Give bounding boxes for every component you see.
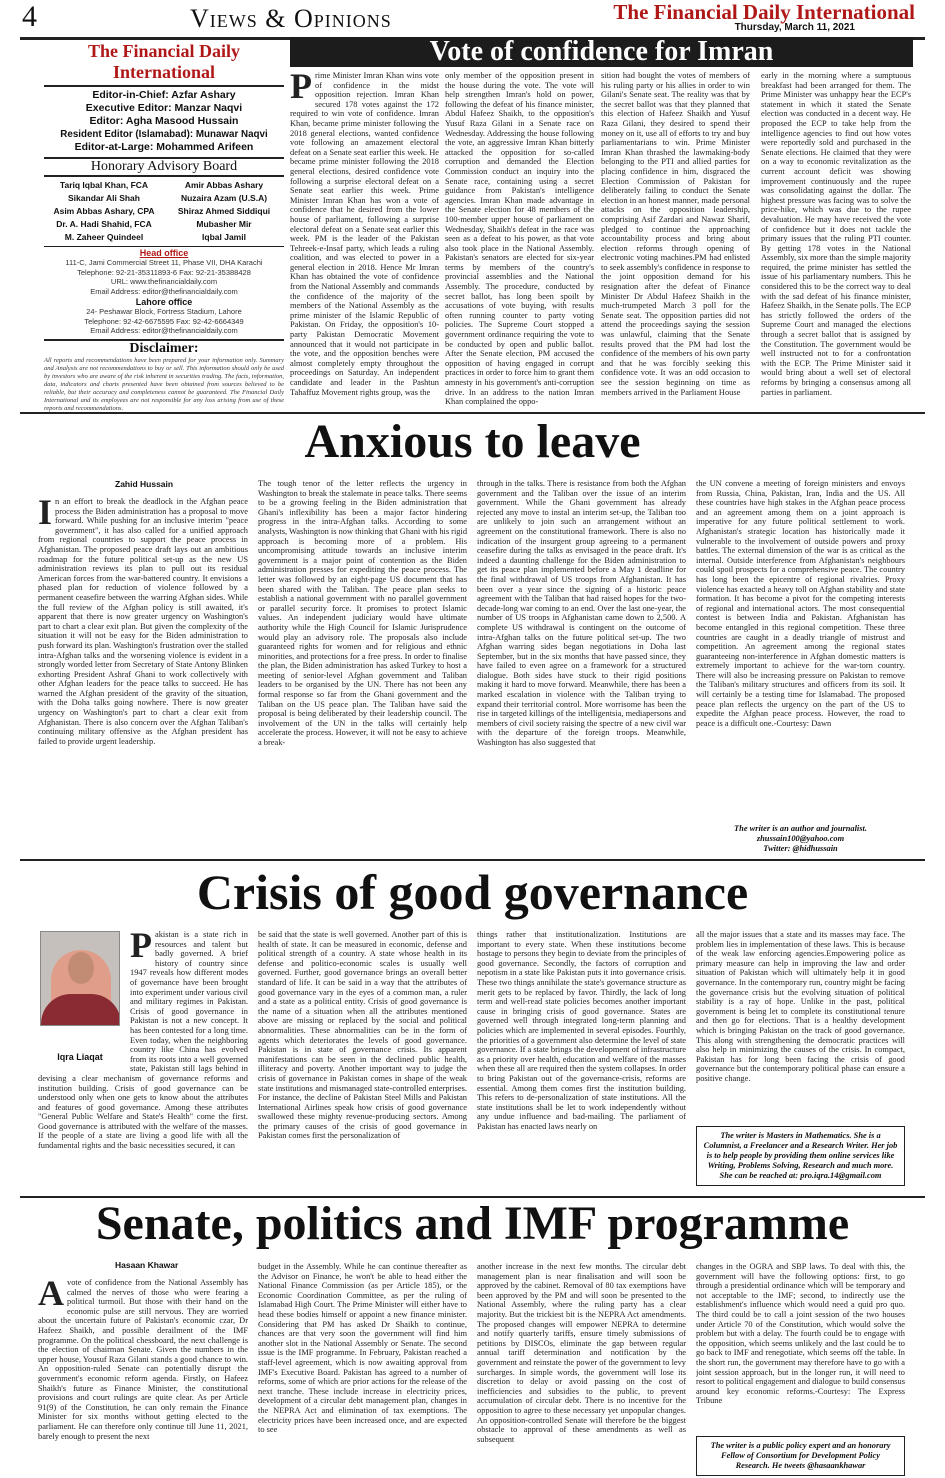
author-byline: Zahid Hussain bbox=[115, 479, 174, 489]
photo-spacer bbox=[38, 930, 130, 1068]
article-column-3: things rather that institutionalization. Institutions are important to every state. When these institutions become hostage to persons they begin to deviate from the principles of good governance. Secondly, the factors of corruption and nepotism in a state like Pakistan puts it into governance crisis. These two things annihilate the state's governance structure as merit gets to be replaced by favor. Thirdly, the lack of long term and well-read state policies becomes another important cause in bringing crisis of good governance. States are governed well through integrated long-term planning and policies which are implemented in several episodes. Fourthly, the priorities of a government also determine the level of state governance. If a state brings the development of infrastructure as a priority over health, education and welfare of the masses when these all are required then the system collapses. In order to bring Pakistan out of the governance-crisis, reforms are essential. Among them comes first the institution building. This refers to de-personalization of state institutions. All the state institutions shall be let to work independently without any undue influence and bad-mailing. The parliament of Pakistan has enacted laws nearly on bbox=[477, 930, 686, 1131]
board-member: Asim Abbas Ashary, CPA bbox=[53, 206, 155, 216]
author-email: zhussain100@yahoo.com bbox=[756, 834, 845, 843]
editor-line: Executive Editor: Manzar Naqvi bbox=[85, 102, 243, 114]
drop-cap: P bbox=[130, 930, 152, 965]
phone-line: Telephone: 92-21-35311893-6 Fax: 92-21-35388428 bbox=[77, 267, 251, 277]
article-column-1 bbox=[38, 497, 248, 853]
masthead-name: The Financial Daily International bbox=[44, 41, 284, 87]
author-twitter: Twitter: @hidhussain bbox=[763, 844, 838, 853]
article-column-2: The tough tenor of the letter reflects the urgency in Washington to break the stalemate in peace talks. There seems to be a growing feeling in the Biden administration that Ghani's inflexibility has been a major factor hindering progress in the intra-Afghan talks. According to some analysts, Washington is now thinking that Ghani with his rigid approach is becoming more of a problem. His uncompromising attitude towards an inclusive interim government is a major point of contention as the Biden administration presses for expediting the peace process. The letter was followed by an eight-page US document that has been shared with the Taliban. The peace plan seeks to establish a national government with no parallel government or parallel security force. It promises to protect Islamic values. An independent judiciary would have ultimate authority while the High Council for Islamic Jurisprudence would play an advisory role. The proposals also include guaranteed rights for women and for religious and ethnic minorities, and protections for a free press. In order to finalise the plan, the Biden administration has asked Turkey to host a meeting of senior-level Afghan government and Taliban leaders to be organised by the UN. There has not been any formal response so far from the Ghani government and the Taliban on the US peace plan. The Taliban have said the proposal is being deliberated by their leadership council. The involvement of the UN in the talks will certainly help accelerate the process. However, it will not be easy to achieve a break- bbox=[258, 479, 467, 748]
article-column-4: all the major issues that a state and its masses may face. The problem lies in implementation of these laws. This is because of the weak law enforcing agencies.Empowering police as primary measure can help in improving the law and order situation of Pakistan which will ultimately help it in good governance. In the contemporary run, country might be facing the governance crisis but the evolving situation of political stability is a ray of hope. Unlike in the past, political government is being let to complete its constitutional tenure and then go for elections. That is a healthy development which is bringing Pakistan on the track of good governance. This along with strengthening the democratic practices will also help in minimizing the causes of the crisis. In compact, Pakistan has for long been facing the crisis of good governance but the contemporary political phase can ensure a positive change. bbox=[696, 930, 905, 1083]
editor-line: Editor: Agha Masood Hussain bbox=[89, 115, 239, 127]
editorial-column-3: sition had bought the votes of members of his ruling party or his allies in order to win Gilani's Senate seat. The reality was that by the secret ballot was that they planned that this election of Hafeez Shaikh and Yusuf Raza Gilani, they desired to spend their money on it, use all of efforts to try and buy parliamentarians to win. Prime Minister Imran Khan thrashed the lawmaking-body belonging to the PTI and allied parties for placing confidence in him, disgraced the Election Commission of Pakistan for deliberately failing to conduct the Senate election in an honest manner, made personal attacks on the opposition leadership, comprising Asif Zardari and Nawaz Sharif, pledged to continue the approaching accountability process and bring about election reforms through opening of electronic voting machines.PM had enlisted to seek assembly's confidence in response to the joint opposition demand for his resignation after the defeat of Finance Minister Dr Abdul Hafeez Shaikh in the much-trumpeted March 3 poll for the Senate seat. The opposition parties did not attend the proceedings saying the session was unlawful, claiming that the Senate results proved that the PM had lost the confidence of the members of his own party and that he was forcibly seeking this confidence vote. It was an odd occasion to see the session beginning on time as members arrived in the Parliament House bbox=[601, 71, 750, 397]
article-column-2: budget in the Assembly. While he can continue thereafter as the Advisor on Finance, he won't be able to head either the National Finance Commission (as per Article 185), or the Economic Coordination Committee, as per the ruling of Islamabad High Court. The Prime Minister will either have to head these bodies himself or appoint a new finance minister. Considering that PM has asked Dr Shaikh to continue, chances are that very soon the government will find him another slot in the National Assembly or Senate. The second issue is the IMF programme. In February, Pakistan reached a staff-level agreement, which is now awaiting approval from IMF's Executive Board. Pakistan has agreed to a number of reforms, some of which are prior actions for the release of the next tranche. These include increase in electricity prices, development of a circular debt management plan, changes in the NEPRA Act and elimination of tax exemptions. The electricity prices have been increased once, and are expected to see bbox=[258, 1262, 467, 1435]
url-line: URL: www.thefinancialdaily.com bbox=[110, 277, 218, 286]
author-byline: Hasaan Khawar bbox=[115, 1260, 179, 1270]
board-member: Iqbal Jamil bbox=[202, 232, 246, 242]
column-text: rime Minister Imran Khan wins vote of confidence in the midst opposition rejection. Imran Khan secured 178 votes against the 172 required to win vote of confidence. Imran Khan, became prime minister following the 2018 general elections, wanted confidence vote following an amazement electoral defeat on a Senate seat earlier this week. He became prime minister following the 2018 general elections, desired confidence vote following a surprise electoral defeat on a Senate seat earlier this week. Prime Minister Imran Khan has won a vote of confidence that he desired from the lower house of parliament, following a surprise electoral defeat on a Senate seat earlier this week. PM is the leader of the Pakistan Tehreek-e-Insaf party, which leads a ruling coalition, and was elected to power in a general election in 2018. Hence Mr Imran Khan has obtained the vote of confidence from the National Assembly and commands the confidence of the majority of the members of the National Assembly as the prime minister of the Islamic Republic of Pakistan. On Friday, the opposition's 10-party Pakistan Democratic Movement announced that it would not participate in the vote, and the opposition benches were almost completely empty throughout the proceedings on Saturday. An independent candidate and leader in the Pashtun Tahaffuz Movement rights group, was the bbox=[290, 71, 439, 397]
issue-date: Thursday, March 11, 2021 bbox=[734, 22, 855, 33]
address-line: 111-C, Jami Commercial Street 11, Phase VII, DHA Karachi bbox=[65, 258, 263, 267]
bio-line: The writer is an author and journalist. bbox=[734, 824, 867, 833]
editor-line: Editor-at-Large: Mohammed Arifeen bbox=[74, 141, 254, 153]
drop-cap: I bbox=[38, 497, 53, 532]
phone-line: Telephone: 92-42-6675595 Fax: 92-42-6664349 bbox=[84, 316, 244, 326]
email-line: Email Address: editor@thefinancialdaily.com bbox=[90, 326, 238, 335]
disclaimer-title: Disclaimer: bbox=[44, 339, 284, 357]
board-member: Dr. A. Hadi Shahid, FCA bbox=[56, 219, 152, 229]
article-headline: Crisis of good governance bbox=[196, 864, 749, 920]
article-headline: Senate, politics and IMF programme bbox=[95, 1197, 850, 1250]
editorial-column-1 bbox=[290, 71, 439, 409]
article-column-4: changes in the OGRA and SBP laws. To deal with this, the government will have the following options: first, to go through a presidential ordinance which will be temporary and not acceptable to the IMF; second, to indirectly use the establishment's influence which would need a quid pro quo. The third could be to call a joint session of the two houses under Article 70 of the Constitution, which would solve the problem but with a delay. The fourth could be to engage with the opposition, which seems unlikely and the last could be to go back to IMF and renegotiate, which seems off the table. In the short run, the government may therefore have to go with a joint session approach, but in the longer run, it will need to resort to political engagement and dialogue to build consensus around key economic reforms.-Courtesy: The Express Tribune bbox=[696, 1262, 905, 1406]
board-member: M. Zaheer Quindeel bbox=[64, 232, 144, 242]
drop-cap: P bbox=[290, 71, 312, 106]
column-text: n an effort to break the deadlock in the Afghan peace process the Biden administration has a proposal to move forward. While pushing for an inclusive interim "peace government", it has also called for a unified approach from regional countries to support the peace process in Afghanistan. The proposed peace draft lays out an ambitious roadmap for the future political set-up as the new US administration reviews its plan to pull out its residual American forces from the war-battered country. It envisions a phased plan for reduction of violence followed by a permanent ceasefire between the warring Afghan sides. While the full review of the Afghan policy is still awaited, it's apparent that there is now greater urgency on Washington's part to chart a clear exit plan. But given the complexity of the situation it will not be easy for the Biden administration to push forward its plan. Washington's frustration over the stalled intra-Afghan talks and the worsening violence is evident in a strongly worded letter from Secretary of State Antony Blinken exhorting President Ashraf Ghani to work collectively with other Afghan leaders for the peace talks to succeed. He has warned the Afghan president of the gravity of the situation, with the Doha talks going nowhere. There is now greater urgency on Washington's part to chart a clear exit from Afghanistan. There is also concern over the Afghan Taliban's continuing military offensive as the Afghan president has failed to provide urgent leadership. bbox=[38, 497, 248, 746]
head-office-title: Head office bbox=[139, 248, 189, 258]
section-title: Views & Opinions bbox=[190, 4, 392, 33]
address-line: 24- Peshawar Block, Fortress Stadium, Lahore bbox=[86, 307, 242, 316]
lahore-office-address bbox=[44, 307, 284, 336]
editorial-column-2: only member of the opposition present in the house during the vote. The vote will help strengthen Imran's hold on power, following the defeat of his finance minister, Abdul Hafeez Shaikh, to the opposition's Yusuf Raza Gilani in a Senate race on Wednesday. Addressing the house following the vote, an aggressive Imran Khan bitterly attacked the opposition for so-called corruption and demanded the Election Commission conduct an inquiry into the Senate race, containing using a secret guidance from Pakistan's intelligence agencies. Imran Khan made advantage in the Senate election for 48 members of the 100-member upper house of parliament on Wednesday, Shaikh's defeat in the race was seen as a defeat to his power, as that vote also took place in the National Assembly. Pakistan's senators are elected for six-year terms by members of the country's provincial assemblies and the National Assembly. The procedure, conducted by secret ballot, has long been spoilt by accusations of vote buying, with results often running counter to party voting policies. The Supreme Court stopped a government ordinance requiring the vote to be conducted by open and public ballot. After the Senate election, PM accused the opposition of having engaged in corrupt practices in order to force him to grant them amnesty in his government's anti-corruption drive. In an address to the nation Imran Khan complained the oppo- bbox=[445, 71, 594, 407]
board-member: Sikandar Ali Shah bbox=[68, 193, 140, 203]
section-divider bbox=[20, 859, 925, 861]
advisory-board-list bbox=[44, 177, 284, 247]
article-column-3: through in the talks. There is resistance from both the Afghan government and the Taliban over the issue of an interim government. While the Ghani government has already rejected any move to instal an interim set-up, the Taliban too are unlikely to join such an arrangement without an agreement on the constitutional framework. There is also no indication of the insurgent group agreeing to a permanent ceasefire during the talks as envisaged in the peace draft. It's indeed a daunting challenge for the Biden administration to get its peace plan implemented before a May 1 deadline for the final withdrawal of US troops from Afghanistan. It has been over a year since the signing of a historic peace agreement with the Taliban that had raised hopes for the two-decade-long war coming to an end. Over the last one-year, the number of US troops in Afghanistan came down to 2,500. A complete US withdrawal is contingent on the outcome of intra-Afghan talks on the future political set-up. The two Afghan warring sides began negotiations in Doha last September, but in the six months that have passed since, they have failed to even agree on a framework for a structured dialogue. Both sides have stuck to their rigid positions making it hard to move forward. Meanwhile, there has been a marked escalation in violence with the Taliban trying to expand their territorial control. More worrisome has been the rise in targeted killings of the intelligentsia, mediapersons and members of civil society raising the spectre of a new civil war with the departure of the foreign troops. Meanwhile, Washington has also suggested that bbox=[477, 479, 686, 748]
board-member: Nuzaira Azam (U.S.A) bbox=[180, 193, 268, 203]
drop-cap: A bbox=[38, 1278, 64, 1313]
photo-caption: Iqra Liaqat bbox=[57, 1052, 103, 1062]
disclaimer-text: All reports and recommendations have been prepared for your information only. Summary and Analysis are not recommendations to buy or sell. This information should only be used by investors who are aware of the risk inherent in securities trading. The facts, information, data, indicators and charts presented have been obtained from sources believed to be reliable, but their accuracy and completeness cannot be guaranteed. The Financial Daily International and its employees are not responsible for any loss arising from use of these reports and recommendations. bbox=[44, 356, 284, 412]
board-member: Tariq Iqbal Khan, FCA bbox=[59, 180, 149, 190]
column-text: akistan is a state rich in resources and talent but badly governed. A brief history of country since 1947 reveals how different modes of governance have been brought into experiment under various civil and military regimes in Pakistan. Crisis of good governance in Pakistan is not a new concept. It has been contested for a long time. Even today, when the neighboring country like China has evolved from its roots into a well governed state, Pakistan still lags behind in devising a clear mechanism of governance reforms and institution building. Crisis of good governance can be understood only when one gets to know about the attributes and features of good governance. Among these attributes "General Public Welfare and State's Health" come the first. Good governance is attributed with the welfare of the masses. If the people of a state are living a good life with all the fundamental rights and the basic necessities secured, it can bbox=[38, 930, 248, 1151]
paper-name: The Financial Daily International bbox=[613, 0, 915, 24]
author-bio bbox=[696, 824, 905, 854]
editors-list bbox=[44, 87, 284, 154]
author-bio-box: The writer is Masters in Mathematics. She is a Columnist, a Freelancer and a Research Writer. Her job is to help people by providing them online services like Writing, Problems Solving, Research and much more. She can be reached at: pro.iqra.14@gmail.com bbox=[696, 1126, 905, 1186]
email-line: Email Address: editor@thefinancialdaily.com bbox=[90, 286, 238, 296]
masthead-box bbox=[44, 41, 284, 411]
article-column-4: the UN convene a meeting of foreign ministers and envoys from Russia, China, Pakistan, Iran, India and the US. All these countries have high stakes in the Afghan peace process and an agreement among them on a joint approach is imperative for any future political settlement to work. Afghanistan's strategic location has historically made it vulnerable to the involvement of outside powers and proxy battles. The external dimension of the war is as critical as the internal. Outside interference from Afghanistan's neighbours could spoil prospects for a comprehensive peace. The country has long been the epicentre of regional rivalries. Proxy violence has exacted a heavy toll on Afghan stability and state formation. It has become a pivot for the competing interests of regional and international actors. The most consequential contest is between India and Pakistan. Afghanistan has become entangled in this regional competition. These three countries are caught in a deadly triangle of mistrust and competition. An agreement among the regional states guaranteeing non-interference in Afghan domestic matters is extremely important to achieve for the war-torn country. There will also be increasing pressure on Pakistan to remove the Taliban's military structures and officers from its soil. It will certainly be a testing time for Islamabad. The proposed peace plan reflects the urgency on the part of the US to expedite the Afghan peace process. However, the road to peace is a difficult one.-Courtesy: Dawn bbox=[696, 479, 905, 728]
advisory-board-title: Honorary Advisory Board bbox=[44, 157, 284, 177]
head-office-address bbox=[44, 258, 284, 296]
article-column-2: be said that the state is well governed. Another part of this is health of state. It can be measured in economic, defense and political strength of a country. A state whose health in its defense and politico-economic scales is usually well governed. Further, good governance brings an overall better standard of life. It can be said in a way that the attributes of good governance vary in the eyes of a common man, a ruler and a state as a political entity. Crisis of good governance is the name of a situation when all the attributes mentioned above are missing or replaced by the social and political abnormalities. These abnormalities can be in the form of agents which deteriorates the levels of good governance. Pakistan is in state of governance crisis. Its apparent manifestations can be seen in the declined public health, illiteracy and poverty. Another important way to judge the crisis of governance in Pakistan comes in shape of the weak state institutions and mismanaged state-controlled enterprises. For instance, the decline of Pakistan Steel Mills and Pakistan International Airlines speak how crisis of good governance swallowed these mighty revenue-producing sectors. Among the primary causes of the crisis of good governance in Pakistan comes first the personalization of bbox=[258, 930, 467, 1141]
article-column-3: another increase in the next few months. The circular debt management plan is near finalisation and will soon be approved by the cabinet. Removal of 80 tax exemptions have been approved by the PM and will soon be presented to the National Assembly, where the ruling party has a clear majority. But the trickiest bit is the NEPRA Act amendments. The proposed changes will empower NEPRA to determine and notify quarterly tariffs, ensure timely submissions of petitions by DISCOs, eliminate the gap between regular annual tariff determination and notification by the government and reinstate the power of the government to levy surcharges. In simple words, the government will lose its discretion to delay or avoid passing on the cost of inefficiencies and subsidies to the public, to prevent accumulation of circular debt. There is no incentive for the opposition to agree to these necessary yet unpopular changes. An opposition-controlled Senate will therefore be the biggest obstacle to approval of these amendments as well as subsequent bbox=[477, 1262, 686, 1444]
column-text: vote of confidence from the National Assembly has calmed the nerves of those who were fearing a political turmoil. But those with their hand on the economic pulse are still nervous. They are worried about the uncertain future of Pakistan's economic czar, Dr Hafeez Shaikh, and possible derailment of the IMF programme. On the political chessboard, the next challenge is the election of chairman Senate. Given the numbers in the upper house, Yousuf Raza Gilani stands a good chance to win. An opposition-ruled Senate can potentially disrupt the government's economic reform agenda. Firstly, on Hafeez Shaikh's future as Finance Minister, the constitutional provisions and court rulings are quite clear. As per Article 91(9) of the Constitution, he can only remain the Finance Minister for six months without getting elected to the parliament. He can therefore only continue till June 11, 2021, barely enough to present the next bbox=[38, 1278, 248, 1441]
lahore-office-title: Lahore office bbox=[135, 297, 193, 307]
board-member: Mubasher Mir bbox=[196, 219, 252, 229]
article-headline: Anxious to leave bbox=[304, 415, 641, 468]
editor-line: Resident Editor (Islamabad): Munawar Naqvi bbox=[60, 129, 268, 140]
editorial-headline: Vote of confidence for Imran bbox=[290, 37, 913, 67]
board-member: Amir Abbas Ashary bbox=[184, 180, 264, 190]
board-member: Shiraz Ahmed Siddiqui bbox=[177, 206, 271, 216]
article-column-1 bbox=[38, 1278, 248, 1474]
page-number: 4 bbox=[22, 0, 37, 33]
editor-line: Editor-in-Chief: Azfar Ashary bbox=[92, 89, 236, 101]
author-bio-box: The writer is a public policy expert and an honorary Fellow of Consortium for Development Policy Research. He tweets @hasaankhawar bbox=[696, 1436, 905, 1476]
editorial-column-4: early in the morning where a sumptuous breakfast had been arranged for them. The Prime Minister was unhappy hear the ECP's statement in which it stated the Senate election was conducted in a decent way. He proposed the ECP to take help from the intelligence agencies to find out how votes were reportedly sold and purchased in the Senate elections. He claimed that they were on a way to economic revitalization as the current account deficit was showing improvement continuously and the rupee was consolidating against the dollar. The highest pressure was facing was to solve the price-hike, which was due to the rupee devaluation. He may have received the vote of confidence but it does not tackle the primary issues that the ruling PTI counter. By getting 178 votes in the National Assembly, six more than the simple majority required, the prime minister has settled the issue of his parliamentary numbers. This he considered this to be the correct way to deal with the sad defeat of his finance minister, Hafeez Shaikh, in the Senate polls. The ECP has strictly followed the orders of the Supreme Court and managed the elections through a secret ballot that is assigned by the Constitution. The government would be well instructed not to for a confrontation with the ECP. The Prime Minister said it would bring about a well set of electoral reforms by bringing a consensus among all parties in parliament. bbox=[761, 71, 911, 397]
article-column-1 bbox=[38, 930, 248, 1192]
